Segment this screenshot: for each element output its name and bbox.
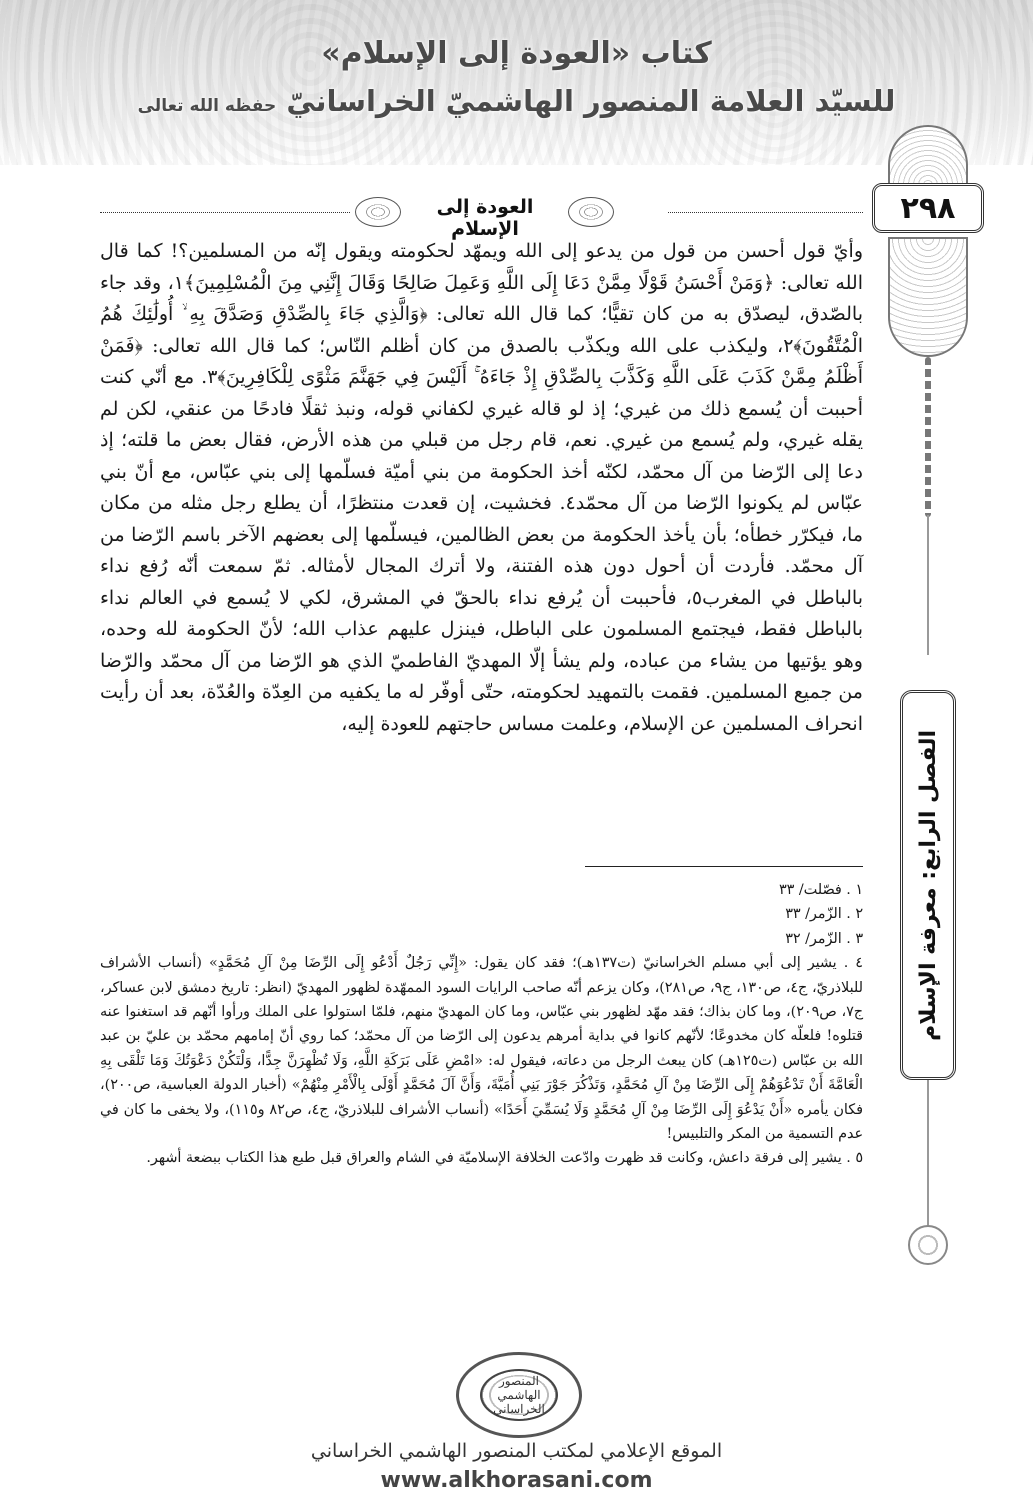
rosette-icon xyxy=(908,1225,948,1265)
body-text xyxy=(100,236,863,740)
footnote-separator xyxy=(585,866,863,867)
title-rule-left xyxy=(100,212,350,213)
book-title: كتاب «العودة إلى الإسلام» xyxy=(321,36,712,71)
seal-text: المنصور الهاشمي الخراساني xyxy=(480,1369,558,1421)
seal-logo-icon xyxy=(456,1352,582,1438)
scroll-ornament-icon xyxy=(568,197,614,227)
section-title: العودة إلى الإسلام xyxy=(436,196,534,240)
ornament-stem xyxy=(925,357,931,517)
page-number: ٢٩٨ xyxy=(872,183,984,233)
ornament-line xyxy=(927,1080,929,1230)
author-name: للسيّد العلامة المنصور الهاشميّ الخراسانيّ xyxy=(286,84,896,118)
body-paragraph: وأيّ قول أحسن من قول من يدعو إلى الله ويمهّد لحكومته ويقول إنّه من المسلمين؟! كما قال الله تعالى: ﴿وَمَنْ أَحْسَنُ قَوْلًا مِمَّنْ دَعَا إِلَى اللَّهِ وَعَمِلَ صَالِحًا وَقَالَ إِنَّنِي مِنَ الْمُسْلِمِينَ﴾١، وقد جاء بالصّدق، ليصدّق به من كان تقيًّا؛ كما قال الله تعالى: ﴿وَالَّذِي جَاءَ بِالصِّدْقِ وَصَدَّقَ بِهِ ۙ أُولَٰئِكَ هُمُ الْمُتَّقُونَ﴾٢، وليكذب على الله ويكذّب بالصدق من كان أظلم النّاس؛ كما قال الله تعالى: ﴿فَمَنْ أَظْلَمُ مِمَّنْ كَذَبَ عَلَى اللَّهِ وَكَذَّبَ بِالصِّدْقِ إِذْ جَاءَهُ ۚ أَلَيْسَ فِي جَهَنَّمَ مَثْوًى لِلْكَافِرِينَ﴾٣. مع أنّي كنت أحببت أن يُسمع ذلك من غيري؛ إذ لو قاله غيري لكفاني قوله، ونبذ ثقلًا فادحًا من عنقي، لكن لم يقله غيري، ولم يُسمع من غيري. نعم، قام رجل من قبلي من هذه الأرض، فقال بعض ما قلته؛ إذ دعا إلى الرّضا من آل محمّد، لكنّه أخذ الحكومة من بني أميّة فسلّمها إلى بني عبّاس، مع أنّ بني عبّاس لم يكونوا الرّضا من آل محمّد٤. فخشيت، إن قعدت منتظرًا، أن يطلع رجل مثله من مكان ما، فيكرّر خطأه؛ بأن يأخذ الحكومة من بعض الظالمين، فيسلّمها إلى بعضهم الآخر باسم الرّضا من آل محمّد. فأردت أن أحول دون هذه الفتنة، ولا أترك المجال لأمثاله. ثمّ سمعت أنّه رُفع نداء بالباطل في المغرب٥، فأحببت أن يُرفع نداء بالحقّ في المشرق، لكي لا يُسمع في العالم نداء بالباطل فقط، فيجتمع المسلمون على الباطل، فينزل عليهم عذاب الله؛ لأنّ الحكومة لله وحده، وهو يؤتيها من يشاء من عباده، ولم يشأ إلّا المهديّ الفاطميّ الذي هو الرّضا من آل محمّد والرّضا من جميع المسلمين. فقمت بالتمهيد لحكومته، حتّى أوفّر له ما يكفيه من العِدّة والعُدّة، بعد أن رأيت انحراف المسلمين عن الإسلام، وعلمت مساس حاجتهم للعودة إليه، xyxy=(100,240,863,735)
footnote-5: ٥ . يشير إلى فرقة داعش، وكانت قد ظهرت وادّعت الخلافة الإسلاميّة في الشام والعراق قبل طبع هذا الكتاب ببضعة أشهر. xyxy=(146,1150,863,1167)
footnotes xyxy=(100,878,863,1171)
footnote-3: ٣ . الزّمر/ ٣٢ xyxy=(785,930,863,947)
ornament-line xyxy=(927,515,929,655)
author-honorific: حفظه الله تعالى xyxy=(137,96,277,116)
chapter-label: الفصل الرابع: معرفة الإسلام xyxy=(915,729,941,1041)
scroll-ornament-icon xyxy=(355,197,401,227)
footnote-2: ٢ . الزّمر/ ٣٣ xyxy=(785,906,863,923)
floral-ornament-icon xyxy=(888,237,968,357)
author-line xyxy=(0,84,1033,118)
footnote-4: ٤ . يشير إلى أبي مسلم الخراسانيّ (ت١٣٧هـ)؛ فقد كان يقول: «إِنِّي رَجُلٌ أَدْعُو إِلَى الرِّضَا مِنْ آلِ مُحَمَّدٍ» (أنساب الأشراف للبلاذريّ، ج٤، ص١٣٠، ج٩، ص٢٨١)، وكان يزعم أنّه صاحب الرايات السود الممهّدة لظهور المهديّ (انظر: تاريخ دمشق لابن عساكر، ج٧، ص٢٠٩)، وما كان بذاك؛ فقد مهّد لظهور بني عبّاس، وما كان المهديّ منهم، فلمّا استولوا على الملك ورأوا أنّهم قد استغنوا عنه قتلوه! فلعلّه كان مخدوعًا؛ لأنّهم كانوا في بداية أمرهم يدعون إلى الرّضا من آل محمّد؛ كما روي أنّ إمامهم محمّد بن عليّ بن عبد الله بن عبّاس (ت١٢٥هـ) كان يبعث الرجل من دعاته، فيقول له: «امْضِ عَلَى بَرَكَةِ اللَّهِ، وَلَا تُظْهِرَنَّ جِدًّا، وَلْتَكُنْ دَعْوَتُكَ وَمَا تَلْقَى بِهِ الْعَامَّةَ أَنْ تَدْعُوَهُمْ إِلَى الرِّضَا مِنْ آلِ مُحَمَّدٍ، وَتَذْكُرَ جَوْرَ بَنِي أُمَيَّةَ، وَأَنَّ آلَ مُحَمَّدٍ أَوْلَى بِالْأَمْرِ مِنْهُمْ» (أخبار الدولة العباسية، ص٢٠٠)، فكان يأمره «أَنْ يَدْعُوَ إِلَى الرِّضَا مِنْ آلِ مُحَمَّدٍ وَلَا يُسَمِّيَ أَحَدًا» (أنساب الأشراف للبلاذريّ، ج٤، ص٨٢ و١١٥)، ولا يخفى ما كان في عدم التسمية من المكر والتلبيس! xyxy=(100,955,864,1143)
side-ornament xyxy=(868,125,988,1375)
floral-ornament-icon xyxy=(888,125,968,185)
title-rule-right xyxy=(668,212,863,213)
footer-site-name: الموقع الإعلامي لمكتب المنصور الهاشمي الخراساني xyxy=(310,1440,723,1462)
footnote-1: ١ . فصّلت/ ٣٣ xyxy=(778,882,863,898)
chapter-label-box xyxy=(900,690,956,1080)
footer-url[interactable]: www.alkhorasani.com xyxy=(380,1468,653,1493)
